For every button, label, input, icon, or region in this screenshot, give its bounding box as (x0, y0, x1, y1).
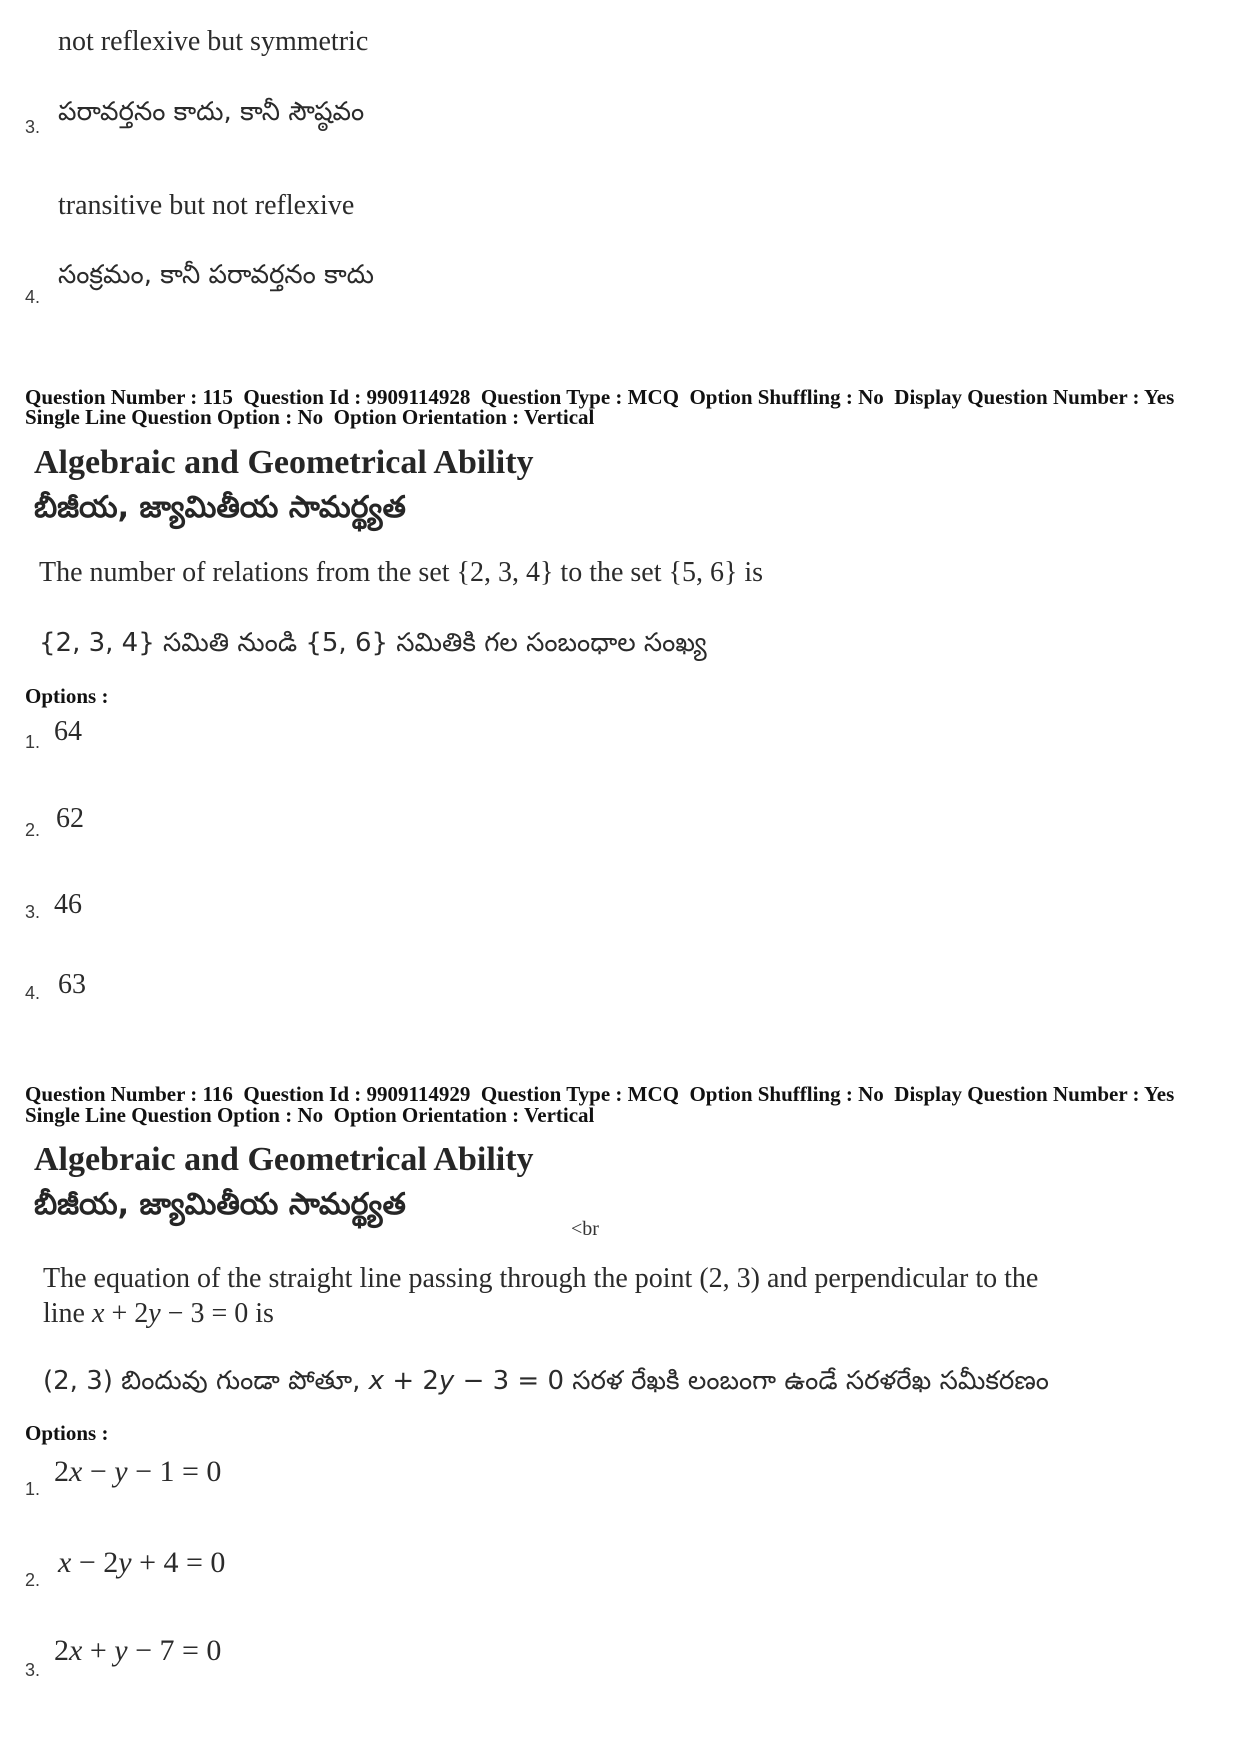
section-title-english: Algebraic and Geometrical Ability (34, 1141, 534, 1178)
option-number: 1. (25, 1479, 41, 1499)
math-variable: x (69, 1634, 83, 1667)
math-variable: x (368, 1366, 385, 1396)
math-variable: y (438, 1366, 455, 1396)
question-meta-line: Question Number : 116 Question Id : 9909114929 Question Type : MCQ Option Shuffling : No Display Question Number : Yes (25, 1082, 1175, 1106)
question-stem-english: line x + 2y − 3 = 0 is (43, 1298, 274, 1329)
option-value: 63 (58, 969, 86, 1000)
option-number: 4. (25, 983, 41, 1003)
option-number: 4. (25, 287, 41, 307)
option-number: 3. (25, 1660, 41, 1680)
question-stem-english: The equation of the straight line passing through the point (2, 3) and perpendicular to the (43, 1263, 1039, 1294)
option-equation: 2x − y − 1 = 0 (54, 1455, 222, 1488)
option-number: 1. (25, 732, 41, 752)
option-number: 2. (25, 820, 41, 840)
math-variable: x (58, 1546, 72, 1579)
option-equation: x − 2y + 4 = 0 (58, 1546, 226, 1579)
question-meta-line: Question Number : 115 Question Id : 9909114928 Question Type : MCQ Option Shuffling : No Display Question Number : Yes (25, 385, 1175, 409)
option-number: 3. (25, 902, 41, 922)
stray-markup-text: <br (571, 1218, 599, 1240)
math-variable: x (92, 1298, 105, 1329)
option-text-english: transitive but not reflexive (58, 190, 355, 221)
option-number: 2. (25, 1570, 41, 1590)
option-text-telugu: పరావర్తనం కాదు, కానీ సౌష్ఠవం (58, 97, 365, 127)
option-number: 3. (25, 117, 41, 137)
math-variable: y (118, 1546, 132, 1579)
option-text-telugu: సంక్రమం, కానీ పరావర్తనం కాదు (58, 260, 375, 290)
option-value: 64 (54, 716, 82, 747)
math-variable: y (114, 1634, 128, 1667)
section-title-telugu: బీజీయ, జ్యామితీయ సామర్థ్యత (34, 1187, 406, 1222)
math-variable: y (148, 1298, 161, 1329)
math-variable: y (114, 1455, 128, 1488)
option-equation: 2x + y − 7 = 0 (54, 1634, 222, 1667)
section-title-english: Algebraic and Geometrical Ability (34, 444, 534, 481)
options-label: Options : (25, 684, 109, 708)
section-title-telugu: బీజీయ, జ్యామితీయ సామర్థ్యత (34, 490, 406, 525)
question-stem-telugu: {2, 3, 4} సమితి నుండి {5, 6} సమితికి గల సంబంధాల సంఖ్య (39, 628, 707, 658)
option-text-english: not reflexive but symmetric (58, 26, 369, 57)
math-variable: x (69, 1455, 83, 1488)
question-meta-line: Single Line Question Option : No Option Orientation : Vertical (25, 1103, 595, 1127)
option-value: 62 (56, 803, 84, 834)
options-label: Options : (25, 1421, 109, 1445)
question-meta-line: Single Line Question Option : No Option Orientation : Vertical (25, 405, 595, 429)
question-stem-telugu: (2, 3) బిందువు గుండా పోతూ, x + 2y − 3 = 0 సరళ రేఖకి లంబంగా ఉండే సరళరేఖ సమీకరణం (43, 1366, 1049, 1396)
option-value: 46 (54, 889, 82, 920)
question-stem-english: The number of relations from the set {2, 3, 4} to the set {5, 6} is (39, 557, 764, 588)
